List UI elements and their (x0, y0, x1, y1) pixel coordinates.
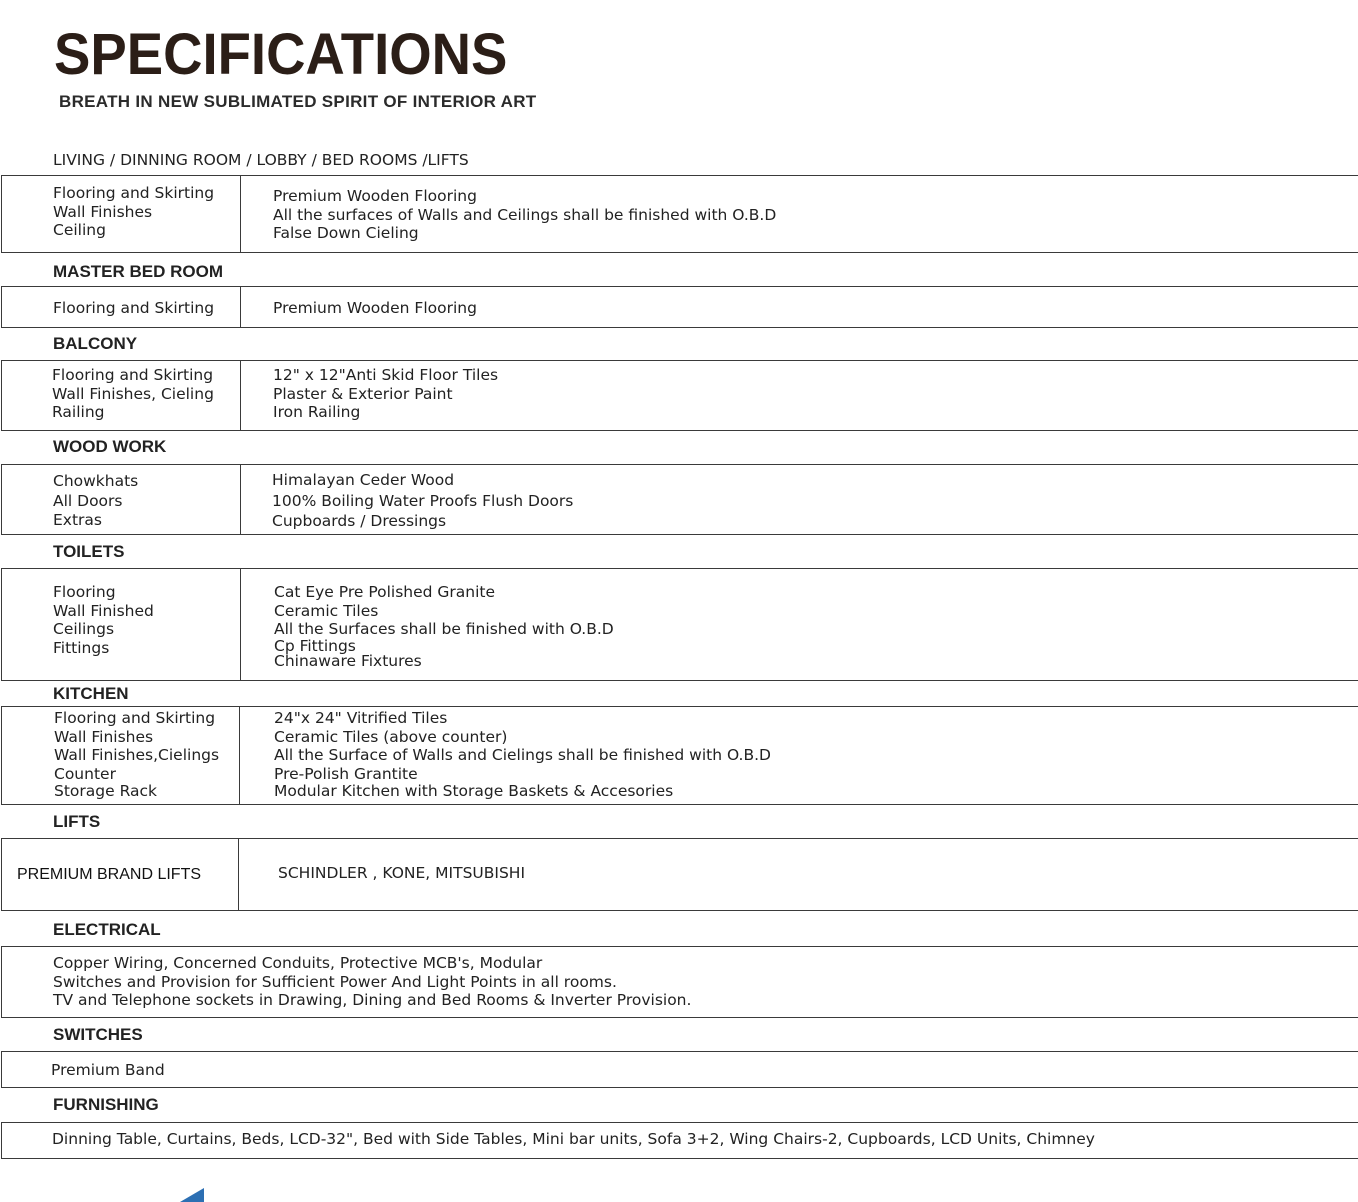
spec-value: Chinaware Fixtures (274, 651, 422, 670)
spec-table-furnishing (1, 1122, 1358, 1159)
spec-labels (53, 299, 214, 318)
spec-table-toilets (1, 568, 1358, 681)
column-divider (240, 176, 241, 252)
spec-table-wood-work (1, 464, 1358, 535)
spec-value: All the Surfaces shall be finished with O.B.D (274, 620, 614, 638)
spec-label: Wall Finishes (53, 202, 153, 221)
column-divider (239, 707, 240, 804)
page-title: SPECIFICATIONS (54, 22, 508, 87)
spec-label: Counter (54, 764, 116, 783)
spec-label: Wall Finishes, Cieling (52, 384, 214, 403)
spec-table-balcony (1, 360, 1358, 431)
spec-value: All the Surface of Walls and Cielings shall be finished with O.B.D (274, 746, 771, 764)
spec-label: Flooring and Skirting (53, 299, 215, 317)
section-heading-lifts: LIFTS (53, 812, 101, 831)
column-divider (240, 569, 241, 680)
spec-values (278, 864, 525, 883)
spec-label: Fittings (53, 638, 110, 657)
spec-value: Premium Wooden Flooring (273, 187, 477, 205)
spec-label: Flooring (53, 583, 116, 601)
section-heading-kitchen: KITCHEN (53, 684, 129, 703)
page-subtitle: BREATH IN NEW SUBLIMATED SPIRIT OF INTERIOR ART (59, 92, 537, 111)
spec-value: Ceramic Tiles (above counter) (274, 727, 508, 746)
spec-value: Cupboards / Dressings (272, 512, 447, 530)
spec-label: Flooring and Skirting (53, 184, 215, 202)
spec-value: Dinning Table, Curtains, Beds, LCD-32", Bed with Side Tables, Mini bar units, Sofa 3+2, Wing Chairs-2, Cupboards, LCD Units, Chimney (52, 1130, 1095, 1148)
spec-label: Flooring and Skirting (52, 366, 214, 384)
column-divider (240, 361, 241, 430)
spec-value: 100% Boiling Water Proofs Flush Doors (272, 491, 574, 510)
spec-value: Switches and Provision for Sufficient Power And Light Points in all rooms. (53, 972, 617, 991)
spec-labels (53, 184, 214, 240)
section-heading-living: LIVING / DINNING ROOM / LOBBY / BED ROOMS /LIFTS (53, 151, 469, 169)
spec-value: 24"x 24" Vitrified Tiles (274, 709, 448, 727)
spec-value: False Down Cieling (273, 224, 419, 242)
spec-values (272, 470, 573, 532)
spec-value: 12" x 12"Anti Skid Floor Tiles (273, 366, 499, 384)
column-divider (238, 839, 239, 910)
spec-labels (53, 472, 138, 531)
spec-table-kitchen (1, 706, 1358, 805)
spec-labels (17, 866, 201, 885)
spec-label: Flooring and Skirting (54, 709, 216, 727)
column-divider (240, 287, 241, 327)
spec-table-electrical (1, 946, 1358, 1018)
spec-label: Railing (52, 403, 105, 421)
spec-value: All the surfaces of Walls and Ceilings shall be finished with O.B.D (273, 205, 777, 224)
section-heading-wood-work: WOOD WORK (53, 437, 167, 456)
spec-label: Chowkhats (53, 472, 139, 490)
spec-label: Ceilings (53, 620, 115, 638)
spec-label: All Doors (53, 491, 123, 510)
spec-values (273, 299, 477, 318)
spec-value: Plaster & Exterior Paint (273, 384, 453, 403)
section-heading-furnishing: FURNISHING (53, 1095, 159, 1114)
spec-value: Premium Band (51, 1061, 165, 1079)
spec-values (51, 1061, 165, 1080)
spec-label: Storage Rack (54, 782, 157, 800)
spec-label: Wall Finishes,Cielings (54, 746, 220, 764)
spec-values (274, 709, 771, 799)
spec-table-living (1, 175, 1358, 253)
spec-values (53, 954, 691, 1010)
spec-value: Modular Kitchen with Storage Baskets & Accesories (274, 782, 674, 800)
spec-value: SCHINDLER , KONE, MITSUBISHI (278, 864, 526, 882)
spec-value: Cat Eye Pre Polished Granite (274, 583, 496, 601)
spec-value: TV and Telephone sockets in Drawing, Dining and Bed Rooms & Inverter Provision. (53, 991, 692, 1009)
spec-values (273, 366, 498, 422)
spec-values (273, 187, 776, 243)
spec-value: Copper Wiring, Concerned Conduits, Protective MCB's, Modular (53, 954, 543, 972)
spec-label: PREMIUM BRAND LIFTS (17, 866, 202, 883)
section-heading-balcony: BALCONY (53, 334, 138, 353)
spec-labels (54, 709, 219, 799)
spec-label: Wall Finishes (54, 727, 154, 746)
spec-labels (52, 366, 214, 422)
spec-value: Ceramic Tiles (274, 601, 379, 620)
spec-value: Pre-Polish Grantite (274, 764, 418, 783)
section-heading-toilets: TOILETS (53, 542, 125, 561)
spec-values (274, 583, 614, 669)
section-heading-electrical: ELECTRICAL (53, 920, 161, 939)
section-heading-master-bed: MASTER BED ROOM (53, 262, 223, 281)
spec-label: Ceiling (53, 221, 106, 239)
section-heading-switches: SWITCHES (53, 1025, 143, 1044)
spec-table-lifts (1, 838, 1358, 911)
spec-values (52, 1130, 1095, 1149)
spec-table-master-bed (1, 286, 1358, 328)
spec-value: Cp Fittings (274, 636, 356, 655)
spec-value: Premium Wooden Flooring (273, 299, 477, 317)
spec-label: Wall Finished (53, 601, 154, 620)
spec-table-switches (1, 1051, 1358, 1088)
spec-value: Iron Railing (273, 403, 361, 421)
spec-label: Extras (53, 511, 102, 529)
column-divider (240, 465, 241, 534)
spec-value: Himalayan Ceder Wood (272, 471, 455, 489)
spec-labels (53, 583, 154, 657)
